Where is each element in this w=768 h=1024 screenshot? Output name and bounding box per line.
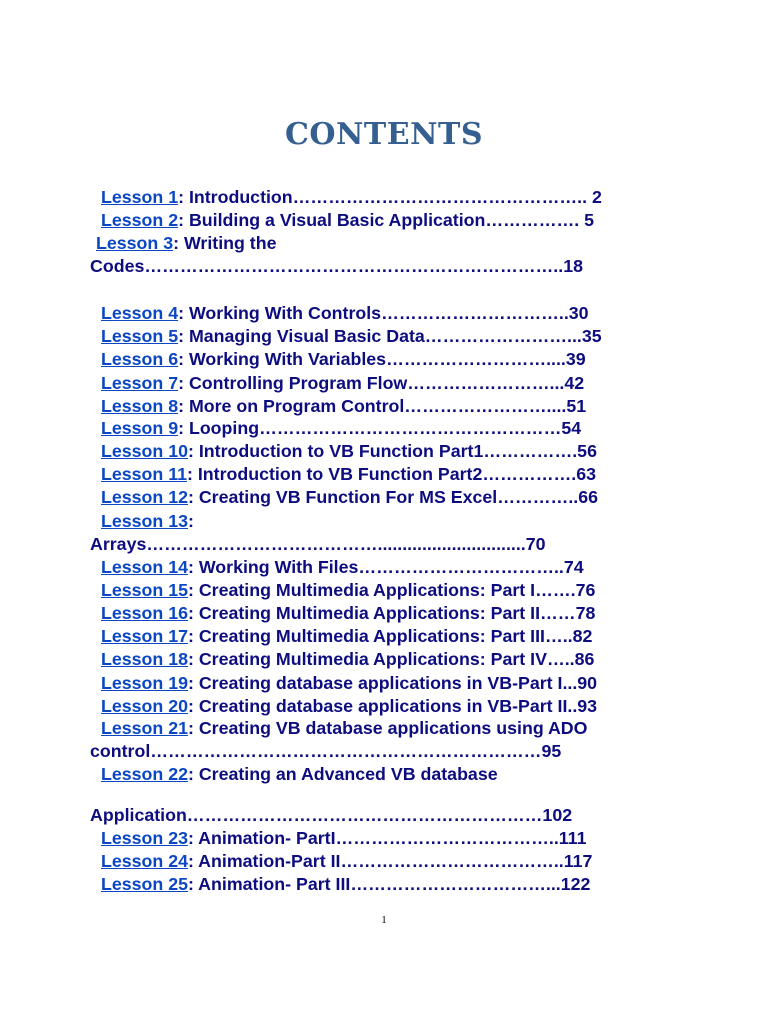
toc-entry bbox=[101, 672, 597, 694]
toc-entry-text: : Animation-Part II………………………………..117 bbox=[187, 851, 593, 871]
toc-entry bbox=[101, 302, 589, 324]
toc-entry-text: : Animation- Part III……………………………...122 bbox=[187, 874, 591, 894]
lesson-link[interactable]: Lesson 24 bbox=[101, 851, 188, 871]
toc-entry-text: : Creating database applications in VB-Part I...90 bbox=[187, 673, 598, 693]
toc-entry-text: : Creating Multimedia Applications: Part IV…..86 bbox=[187, 649, 595, 669]
toc-entry-text: control…………………………………………………………95 bbox=[90, 741, 562, 761]
toc-entry-text: : Creating an Advanced VB database bbox=[187, 764, 498, 784]
toc-entry-text: : Introduction to VB Function Part2…………….63 bbox=[187, 464, 596, 484]
toc-entry-text: : Managing Visual Basic Data……………………...35 bbox=[178, 326, 602, 346]
toc-entry bbox=[101, 325, 602, 347]
lesson-link[interactable]: Lesson 7 bbox=[101, 373, 179, 393]
lesson-link[interactable]: Lesson 15 bbox=[101, 580, 188, 600]
toc-entry-text: : Working With Variables………………………....39 bbox=[178, 349, 586, 369]
toc-entry bbox=[101, 463, 596, 485]
lesson-link[interactable]: Lesson 22 bbox=[101, 764, 188, 784]
lesson-link[interactable]: Lesson 11 bbox=[101, 464, 187, 484]
lesson-link[interactable]: Lesson 6 bbox=[101, 349, 179, 369]
lesson-link[interactable]: Lesson 23 bbox=[101, 828, 188, 848]
toc-entry-text: : Working With Controls…………………………..30 bbox=[178, 303, 589, 323]
toc-entry-text: : Creating Multimedia Applications: Part III…..82 bbox=[187, 626, 593, 646]
toc-entry bbox=[101, 556, 584, 578]
toc-entry bbox=[101, 372, 584, 394]
toc-entry-text: : Creating database applications in VB-Part II..93 bbox=[187, 696, 598, 716]
lesson-link[interactable]: Lesson 8 bbox=[101, 396, 179, 416]
lesson-link[interactable]: Lesson 1 bbox=[101, 187, 179, 207]
toc-entry-text: : Introduction………………………………………….. 2 bbox=[178, 187, 602, 207]
toc-entry-text: : Creating VB Function For MS Excel…………..66 bbox=[187, 487, 598, 507]
lesson-link[interactable]: Lesson 4 bbox=[101, 303, 179, 323]
lesson-link[interactable]: Lesson 25 bbox=[101, 874, 188, 894]
toc-entry bbox=[101, 348, 586, 370]
lesson-link[interactable]: Lesson 18 bbox=[101, 649, 188, 669]
toc-entry bbox=[101, 695, 597, 717]
toc-entry bbox=[90, 255, 583, 277]
lesson-link[interactable]: Lesson 17 bbox=[101, 626, 188, 646]
toc-entry bbox=[101, 873, 590, 895]
toc-entry bbox=[101, 209, 594, 231]
toc-entry bbox=[101, 625, 592, 647]
toc-entry-text: : Introduction to VB Function Part1…………….56 bbox=[187, 441, 597, 461]
toc-entry bbox=[101, 763, 498, 785]
toc-entry bbox=[101, 417, 581, 439]
lesson-link[interactable]: Lesson 2 bbox=[101, 210, 179, 230]
toc-entry bbox=[96, 232, 276, 254]
lesson-link[interactable]: Lesson 13 bbox=[101, 511, 188, 531]
toc-entry-text: : Creating Multimedia Applications: Part I…….76 bbox=[187, 580, 596, 600]
toc-entry bbox=[101, 579, 595, 601]
lesson-link[interactable]: Lesson 12 bbox=[101, 487, 188, 507]
toc-entry-text: Arrays…………………………………..............................70 bbox=[90, 534, 546, 554]
lesson-link[interactable]: Lesson 20 bbox=[101, 696, 188, 716]
lesson-link[interactable]: Lesson 16 bbox=[101, 603, 188, 623]
toc-entry-text: : Creating VB database applications using ADO bbox=[187, 718, 588, 738]
lesson-link[interactable]: Lesson 10 bbox=[101, 441, 188, 461]
toc-entry bbox=[101, 486, 598, 508]
toc-entry bbox=[101, 186, 602, 208]
toc-entry-text: : Looping……………………………………………54 bbox=[178, 418, 582, 438]
lesson-link[interactable]: Lesson 9 bbox=[101, 418, 179, 438]
toc-entry-text: : More on Program Control……………………....51 bbox=[178, 396, 587, 416]
toc-entry bbox=[90, 740, 561, 762]
toc-entry bbox=[90, 533, 546, 555]
page-number: 1 bbox=[381, 914, 387, 926]
toc-entry bbox=[101, 510, 194, 532]
lesson-link[interactable]: Lesson 3 bbox=[96, 233, 174, 253]
toc-entry-text: : Animation- PartI………………………………..111 bbox=[187, 828, 587, 848]
toc-entry-text: : Creating Multimedia Applications: Part II……78 bbox=[187, 603, 596, 623]
lesson-link[interactable]: Lesson 14 bbox=[101, 557, 188, 577]
toc-entry-text: : Building a Visual Basic Application……………. 5 bbox=[178, 210, 595, 230]
toc-entry bbox=[101, 648, 594, 670]
toc-entry-text: : Controlling Program Flow……………………...42 bbox=[178, 373, 585, 393]
toc-entry bbox=[101, 440, 597, 462]
toc-entry bbox=[101, 850, 592, 872]
contents-heading: CONTENTS bbox=[284, 117, 484, 152]
toc-entry bbox=[101, 395, 586, 417]
toc-entry-text: : bbox=[187, 511, 194, 531]
toc-entry bbox=[101, 602, 595, 624]
lesson-link[interactable]: Lesson 19 bbox=[101, 673, 188, 693]
toc-entry bbox=[101, 827, 586, 849]
toc-entry bbox=[101, 717, 587, 739]
toc-entry-text: Application……………………………………………………102 bbox=[90, 805, 573, 825]
toc-entry bbox=[90, 804, 572, 826]
toc-entry-text: : Working With Files……………………………..74 bbox=[187, 557, 584, 577]
toc-entry-text: : Writing the bbox=[173, 233, 277, 253]
toc-entry-text: Codes……………………………………………………………..18 bbox=[90, 256, 583, 276]
lesson-link[interactable]: Lesson 21 bbox=[101, 718, 188, 738]
lesson-link[interactable]: Lesson 5 bbox=[101, 326, 179, 346]
